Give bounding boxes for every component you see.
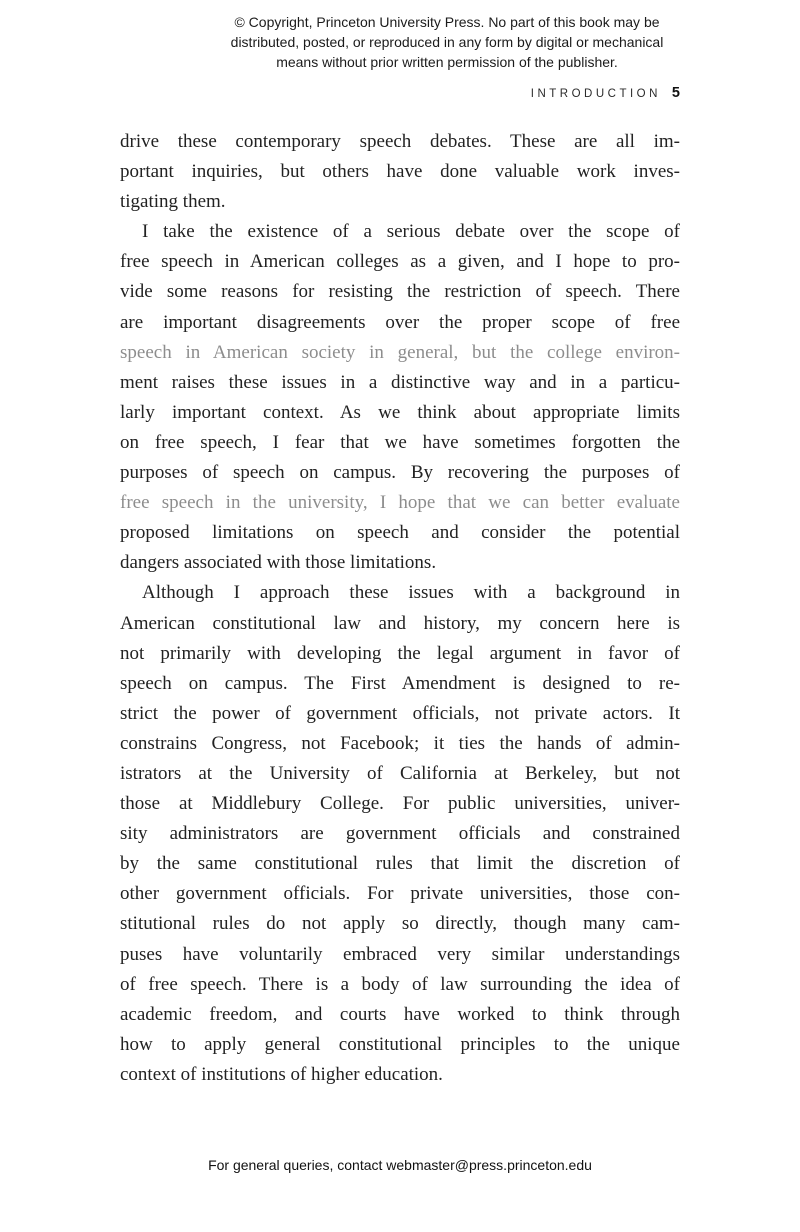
body-line: ment raises these issues in a distinctive way and in a particu- [120,371,680,393]
body-line: not primarily with developing the legal argument in favor of [120,642,680,664]
body-line: context of institutions of higher education. [120,1063,443,1085]
body-text [120,127,680,1090]
page-number: 5 [671,85,680,101]
body-line: tigating them. [120,191,226,213]
body-line: purposes of speech on campus. By recovering the purposes of [120,462,680,484]
body-line: speech in American society in general, but the college environ- [120,341,680,363]
body-line: other government officials. For private universities, those con- [120,883,680,905]
body-line: constrains Congress, not Facebook; it ties the hands of admin- [120,732,681,754]
body-line: those at Middlebury College. For public universities, univer- [120,793,681,815]
body-line: free speech in American colleges as a given, and I hope to pro- [120,251,680,273]
body-line: how to apply general constitutional principles to the unique [120,1033,680,1055]
body-line: academic freedom, and courts have worked to think through [120,1003,680,1025]
running-head-title: INTRODUCTION [530,88,661,100]
body-line: puses have voluntarily embraced very similar understandings [120,943,680,965]
copyright-notice [94,12,800,72]
body-line: Although I approach these issues with a background in [142,582,680,604]
copyright-line: © Copyright, Princeton University Press. No part of this book may be [234,14,660,30]
footer-queries: For general queries, contact webmaster@press.princeton.edu [208,1157,592,1173]
body-line: larly important context. As we think about appropriate limits [120,401,680,423]
body-line: American constitutional law and history, my concern here is [120,612,680,634]
body-line: stitutional rules do not apply so directly, though many cam- [120,913,681,935]
body-line: of free speech. There is a body of law surrounding the idea of [120,973,681,995]
copyright-line: means without prior written permission of the publisher. [276,54,618,70]
running-head [531,85,680,101]
body-line: on free speech, I fear that we have sometimes forgotten the [120,431,680,453]
body-line: strict the power of government officials, not private actors. It [120,702,681,724]
body-line: dangers associated with those limitations. [120,552,437,574]
copyright-line: distributed, posted, or reproduced in any form by digital or mechanical [230,34,664,50]
body-line: proposed limitations on speech and consider the potential [120,522,680,544]
body-line: vide some reasons for resisting the restriction of speech. There [120,281,680,303]
body-line: drive these contemporary speech debates. These are all im- [120,131,680,152]
body-line: speech on campus. The First Amendment is designed to re- [120,672,680,694]
body-line: portant inquiries, but others have done valuable work inves- [120,161,680,183]
body-line: istrators at the University of California at Berkeley, but not [120,762,680,784]
body-line: I take the existence of a serious debate over the scope of [142,221,680,243]
body-line: sity administrators are government officials and constrained [120,823,680,845]
body-line: by the same constitutional rules that limit the discretion of [120,853,680,875]
body-line: are important disagreements over the proper scope of free [120,311,681,333]
body-line: free speech in the university, I hope that we can better evaluate [120,492,680,514]
